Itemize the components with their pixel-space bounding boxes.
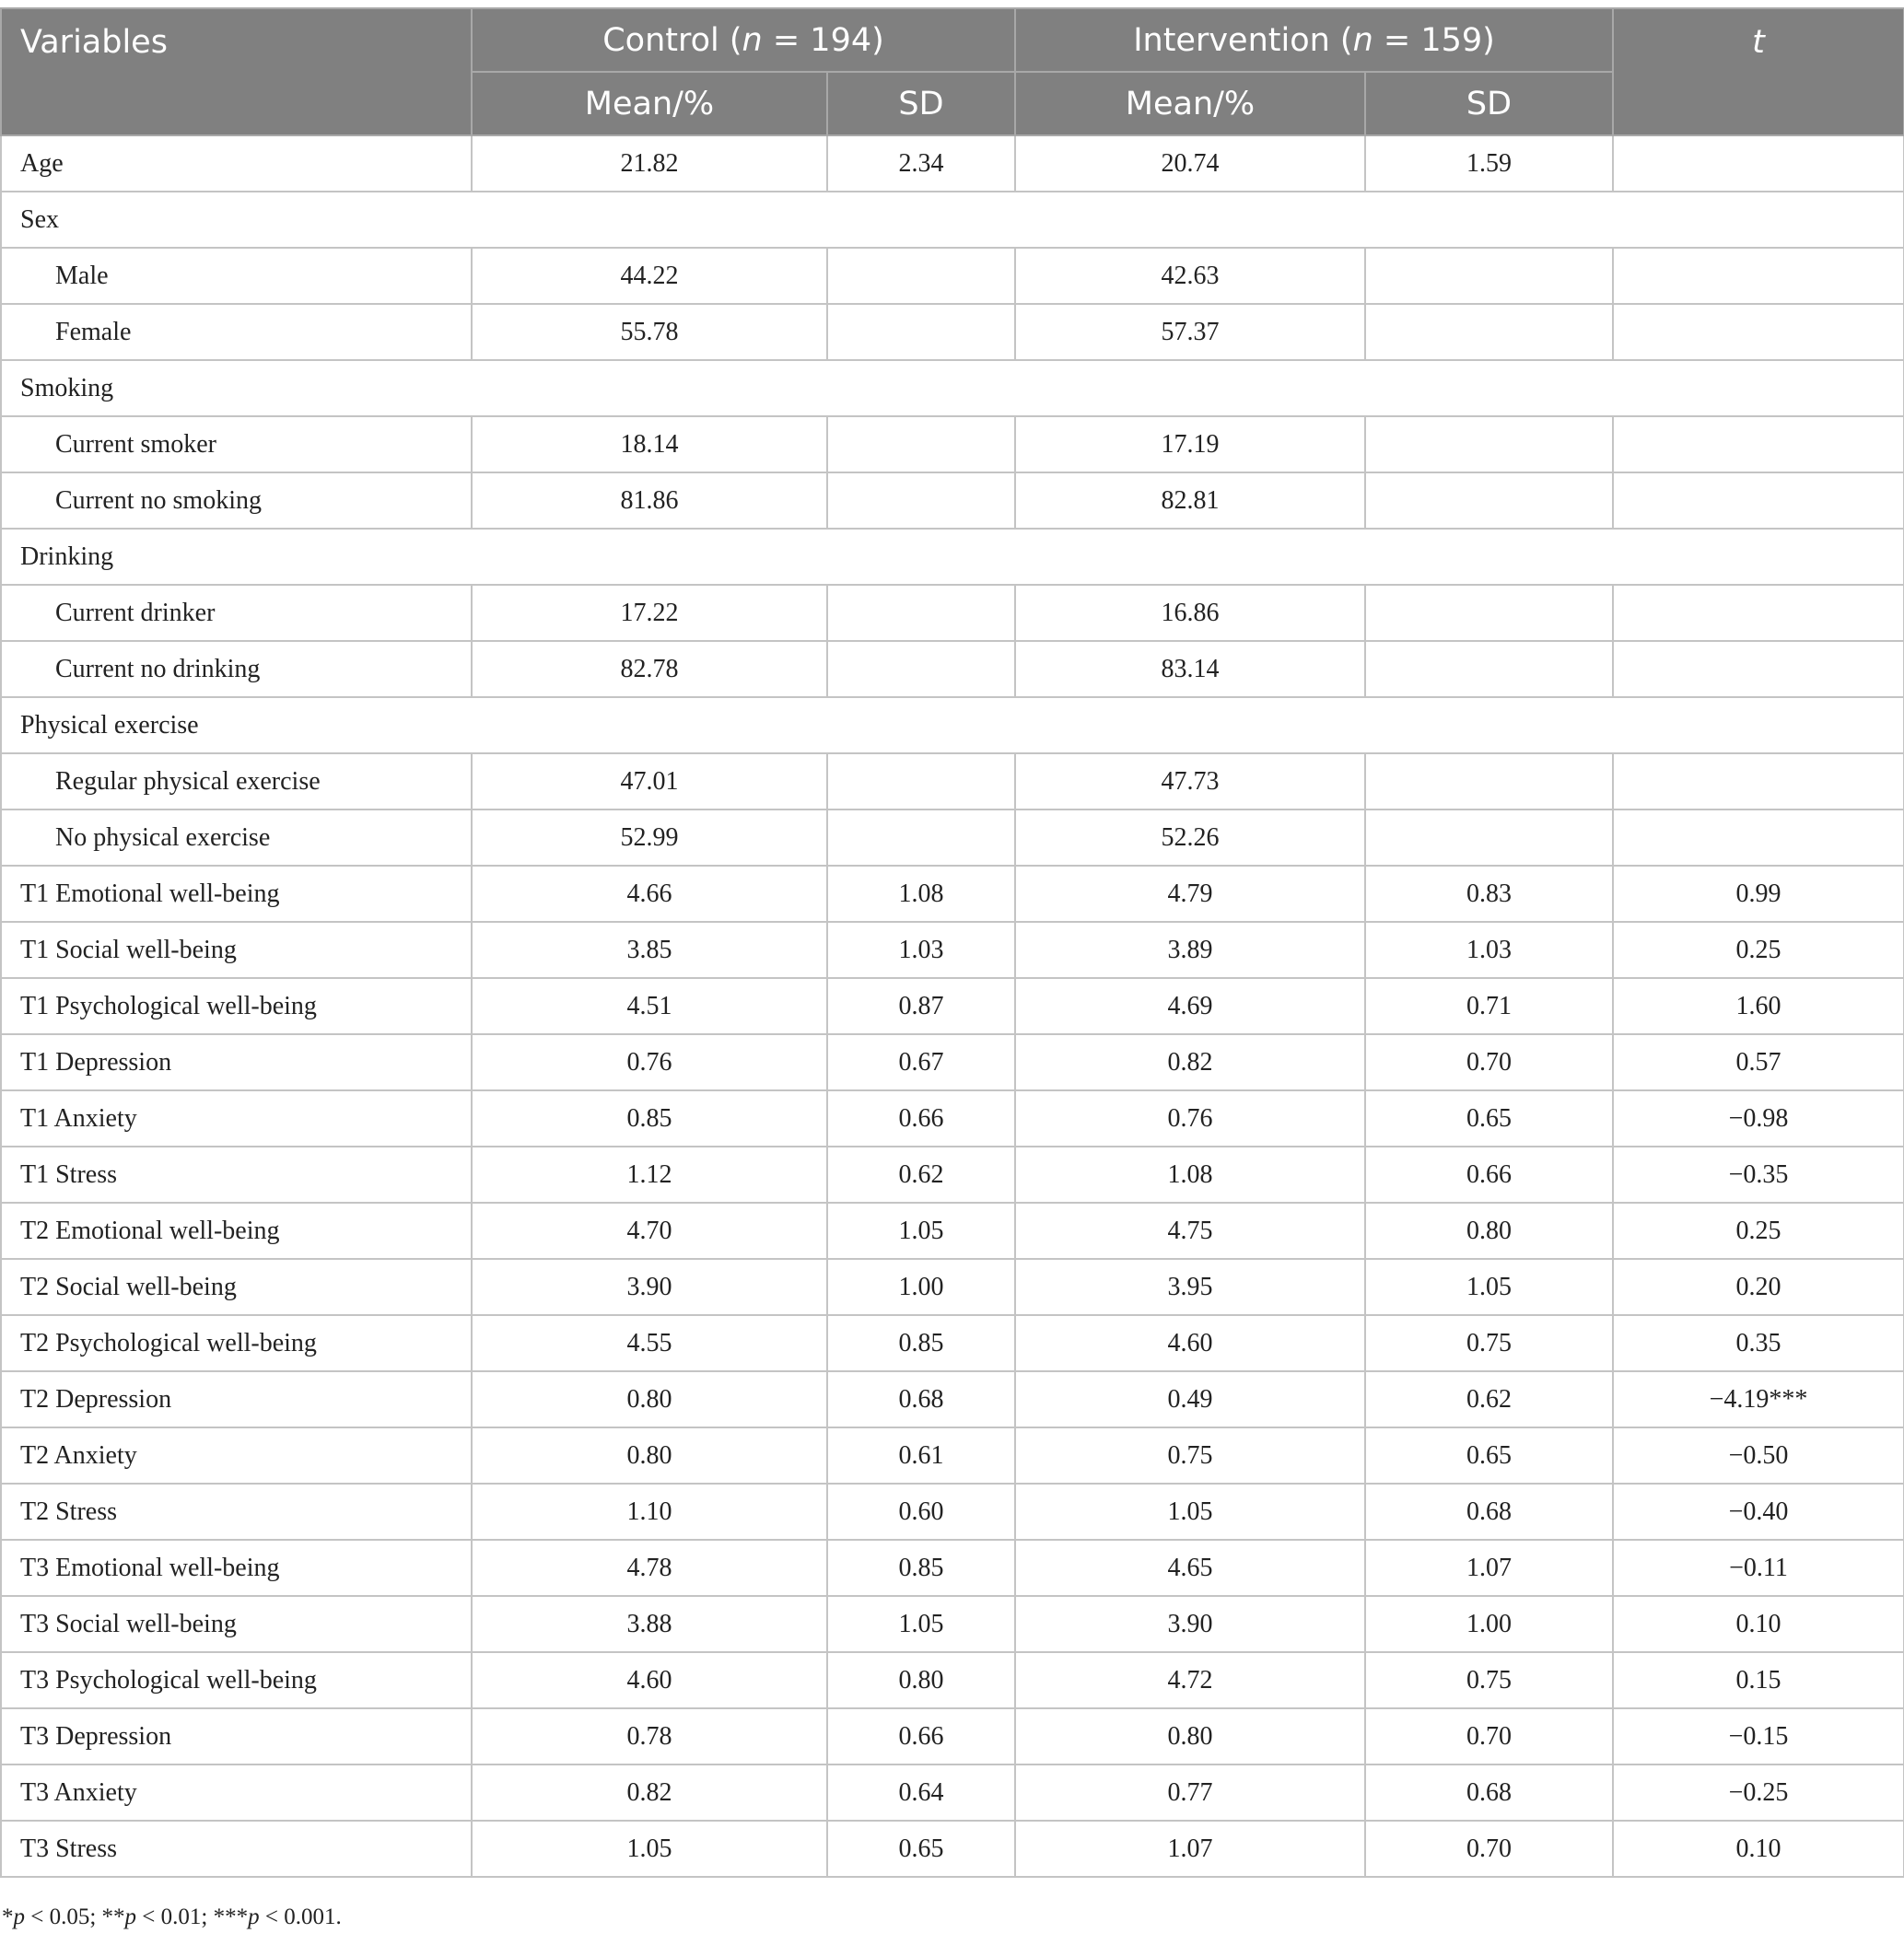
table-footnote	[2, 1904, 342, 1930]
control-mean: 0.76	[472, 1034, 827, 1090]
t-value: 0.15	[1613, 1652, 1904, 1708]
control-mean: 81.86	[472, 472, 827, 529]
intervention-mean: 3.95	[1015, 1259, 1365, 1315]
control-sd	[827, 809, 1015, 866]
header-intervention-sd: SD	[1365, 72, 1613, 135]
header-intervention	[1015, 8, 1613, 72]
intervention-sd: 0.75	[1365, 1652, 1613, 1708]
intervention-sd: 0.68	[1365, 1764, 1613, 1821]
t-value: 0.25	[1613, 1203, 1904, 1259]
header-control-mean: Mean/%	[472, 72, 827, 135]
t-value	[1613, 753, 1904, 809]
section-label: Drinking	[1, 529, 472, 585]
header-intervention-eq: = 159)	[1373, 21, 1495, 59]
control-mean: 52.99	[472, 809, 827, 866]
control-mean: 0.82	[472, 1764, 827, 1821]
header-intervention-mean: Mean/%	[1015, 72, 1365, 135]
control-sd: 0.60	[827, 1484, 1015, 1540]
row-label	[1, 641, 472, 697]
intervention-sd: 1.03	[1365, 922, 1613, 978]
control-sd: 1.08	[827, 866, 1015, 922]
control-sd	[827, 304, 1015, 360]
intervention-sd	[1365, 248, 1613, 304]
control-sd: 1.00	[827, 1259, 1015, 1315]
t-value: −0.40	[1613, 1484, 1904, 1540]
intervention-sd: 0.66	[1365, 1147, 1613, 1203]
row-label: T3 Depression	[1, 1708, 472, 1764]
table-row-t2-social	[1, 1259, 1904, 1315]
header-intervention-n: n	[1352, 21, 1373, 59]
footnote-p: p	[248, 1904, 260, 1929]
intervention-sd	[1365, 809, 1613, 866]
row-label: T3 Stress	[1, 1821, 472, 1877]
intervention-mean: 0.77	[1015, 1764, 1365, 1821]
intervention-mean: 52.26	[1015, 809, 1365, 866]
t-value: 1.60	[1613, 978, 1904, 1034]
intervention-sd: 1.07	[1365, 1540, 1613, 1596]
intervention-mean: 47.73	[1015, 753, 1365, 809]
control-mean: 0.80	[472, 1427, 827, 1484]
intervention-sd	[1365, 641, 1613, 697]
t-value: −0.50	[1613, 1427, 1904, 1484]
table-row-t2-depression	[1, 1371, 1904, 1427]
control-sd	[827, 248, 1015, 304]
table-row-t1-stress	[1, 1147, 1904, 1203]
row-label: T2 Emotional well-being	[1, 1203, 472, 1259]
row-label	[1, 809, 472, 866]
header-control-n: n	[742, 21, 763, 59]
control-mean: 17.22	[472, 585, 827, 641]
header-row-groups	[1, 8, 1904, 72]
row-label: T1 Social well-being	[1, 922, 472, 978]
control-mean: 1.12	[472, 1147, 827, 1203]
intervention-mean: 4.60	[1015, 1315, 1365, 1371]
section-fill	[472, 192, 1904, 248]
control-sd	[827, 416, 1015, 472]
demographics-table	[0, 7, 1904, 1878]
intervention-mean: 20.74	[1015, 135, 1365, 192]
control-mean: 3.88	[472, 1596, 827, 1652]
table-row-t3-stress	[1, 1821, 1904, 1877]
table-row-no-exercise	[1, 809, 1904, 866]
intervention-sd: 0.70	[1365, 1708, 1613, 1764]
t-value: −4.19***	[1613, 1371, 1904, 1427]
table-row-t1-anxiety	[1, 1090, 1904, 1147]
table-row-current-smoker	[1, 416, 1904, 472]
table-row-current-no-drinking	[1, 641, 1904, 697]
control-sd: 0.62	[827, 1147, 1015, 1203]
control-mean: 0.85	[472, 1090, 827, 1147]
footnote-text: < 0.05; **	[25, 1904, 125, 1929]
table-row-female	[1, 304, 1904, 360]
footnote-text: < 0.001.	[259, 1904, 342, 1929]
header-control-sd: SD	[827, 72, 1015, 135]
intervention-mean: 3.90	[1015, 1596, 1365, 1652]
control-mean: 1.05	[472, 1821, 827, 1877]
section-fill	[472, 360, 1904, 416]
row-label: T1 Depression	[1, 1034, 472, 1090]
control-sd	[827, 753, 1015, 809]
row-label: T3 Anxiety	[1, 1764, 472, 1821]
section-fill	[472, 529, 1904, 585]
intervention-mean: 0.82	[1015, 1034, 1365, 1090]
t-value: −0.25	[1613, 1764, 1904, 1821]
control-mean: 44.22	[472, 248, 827, 304]
footnote-star: *	[2, 1904, 14, 1929]
table-row-t2-emotional	[1, 1203, 1904, 1259]
header-control-label: Control (	[602, 21, 742, 59]
row-label: T1 Emotional well-being	[1, 866, 472, 922]
t-value	[1613, 472, 1904, 529]
section-fill	[472, 697, 1904, 753]
control-mean: 4.78	[472, 1540, 827, 1596]
t-value	[1613, 641, 1904, 697]
table-row-current-no-smoking	[1, 472, 1904, 529]
header-variables: Variables	[1, 8, 472, 135]
control-mean: 3.85	[472, 922, 827, 978]
control-sd: 1.03	[827, 922, 1015, 978]
control-sd: 1.05	[827, 1203, 1015, 1259]
table-row-t3-depression	[1, 1708, 1904, 1764]
intervention-mean: 3.89	[1015, 922, 1365, 978]
t-value	[1613, 135, 1904, 192]
row-label-text: Regular physical exercise	[55, 766, 321, 796]
section-label: Smoking	[1, 360, 472, 416]
intervention-sd: 0.83	[1365, 866, 1613, 922]
intervention-mean: 0.80	[1015, 1708, 1365, 1764]
t-value	[1613, 809, 1904, 866]
table-row-sex	[1, 192, 1904, 248]
row-label: T2 Stress	[1, 1484, 472, 1540]
row-label: T3 Psychological well-being	[1, 1652, 472, 1708]
table-row-regular-exercise	[1, 753, 1904, 809]
row-label	[1, 248, 472, 304]
t-value: −0.98	[1613, 1090, 1904, 1147]
table-row-t2-psych	[1, 1315, 1904, 1371]
table-row-t3-anxiety	[1, 1764, 1904, 1821]
t-value: −0.35	[1613, 1147, 1904, 1203]
section-label: Physical exercise	[1, 697, 472, 753]
control-sd: 0.65	[827, 1821, 1015, 1877]
row-label: T3 Social well-being	[1, 1596, 472, 1652]
row-label: T2 Anxiety	[1, 1427, 472, 1484]
intervention-sd: 0.68	[1365, 1484, 1613, 1540]
control-sd: 0.80	[827, 1652, 1015, 1708]
control-mean: 4.66	[472, 866, 827, 922]
control-mean: 18.14	[472, 416, 827, 472]
intervention-mean: 0.76	[1015, 1090, 1365, 1147]
intervention-sd	[1365, 753, 1613, 809]
section-label: Sex	[1, 192, 472, 248]
row-label-text: Current drinker	[55, 598, 216, 627]
row-label-text: Current no smoking	[55, 485, 262, 515]
row-label-text: No physical exercise	[55, 822, 271, 852]
control-mean: 0.80	[472, 1371, 827, 1427]
row-label: T1 Anxiety	[1, 1090, 472, 1147]
intervention-sd: 0.62	[1365, 1371, 1613, 1427]
control-mean: 4.55	[472, 1315, 827, 1371]
intervention-sd: 1.59	[1365, 135, 1613, 192]
header-control	[472, 8, 1015, 72]
t-value	[1613, 416, 1904, 472]
t-value: 0.25	[1613, 922, 1904, 978]
row-label-text: Female	[55, 317, 132, 346]
t-value: 0.35	[1613, 1315, 1904, 1371]
row-label: T1 Psychological well-being	[1, 978, 472, 1034]
row-label-text: Current no drinking	[55, 654, 261, 683]
table-row-t1-psych	[1, 978, 1904, 1034]
intervention-mean: 83.14	[1015, 641, 1365, 697]
control-sd	[827, 641, 1015, 697]
control-sd: 0.67	[827, 1034, 1015, 1090]
intervention-sd: 0.70	[1365, 1034, 1613, 1090]
intervention-sd	[1365, 472, 1613, 529]
intervention-sd: 1.00	[1365, 1596, 1613, 1652]
t-value	[1613, 585, 1904, 641]
table-header	[1, 8, 1904, 135]
control-mean: 4.70	[472, 1203, 827, 1259]
intervention-sd: 0.71	[1365, 978, 1613, 1034]
intervention-sd: 0.75	[1365, 1315, 1613, 1371]
row-label: Age	[1, 135, 472, 192]
t-value	[1613, 248, 1904, 304]
table-row-current-drinker	[1, 585, 1904, 641]
control-sd: 0.64	[827, 1764, 1015, 1821]
intervention-sd: 0.65	[1365, 1427, 1613, 1484]
intervention-sd: 0.80	[1365, 1203, 1613, 1259]
t-value: −0.11	[1613, 1540, 1904, 1596]
table-row-t2-stress	[1, 1484, 1904, 1540]
intervention-mean: 4.79	[1015, 866, 1365, 922]
intervention-mean: 1.08	[1015, 1147, 1365, 1203]
t-value: 0.20	[1613, 1259, 1904, 1315]
intervention-mean: 4.69	[1015, 978, 1365, 1034]
table-row-physical-exercise	[1, 697, 1904, 753]
row-label	[1, 472, 472, 529]
intervention-mean: 0.49	[1015, 1371, 1365, 1427]
intervention-sd	[1365, 585, 1613, 641]
t-value: 0.57	[1613, 1034, 1904, 1090]
t-value: 0.99	[1613, 866, 1904, 922]
table-container	[0, 7, 1904, 1878]
control-mean: 82.78	[472, 641, 827, 697]
control-sd: 0.85	[827, 1540, 1015, 1596]
table-row-t1-emotional	[1, 866, 1904, 922]
control-mean: 3.90	[472, 1259, 827, 1315]
row-label-text: Current smoker	[55, 429, 216, 459]
row-label	[1, 585, 472, 641]
table-row-smoking	[1, 360, 1904, 416]
control-sd	[827, 472, 1015, 529]
intervention-sd	[1365, 304, 1613, 360]
intervention-mean: 4.75	[1015, 1203, 1365, 1259]
intervention-sd: 0.65	[1365, 1090, 1613, 1147]
table-body	[1, 135, 1904, 1877]
header-t: t	[1613, 8, 1904, 135]
table-row-t1-depression	[1, 1034, 1904, 1090]
t-value: 0.10	[1613, 1596, 1904, 1652]
control-mean: 47.01	[472, 753, 827, 809]
control-sd: 0.87	[827, 978, 1015, 1034]
footnote-p: p	[124, 1904, 137, 1929]
control-mean: 4.51	[472, 978, 827, 1034]
header-intervention-label: Intervention (	[1133, 21, 1353, 59]
table-row-t3-social	[1, 1596, 1904, 1652]
table-row-drinking	[1, 529, 1904, 585]
intervention-mean: 57.37	[1015, 304, 1365, 360]
control-sd: 0.68	[827, 1371, 1015, 1427]
control-sd	[827, 585, 1015, 641]
control-sd: 0.85	[827, 1315, 1015, 1371]
control-mean: 0.78	[472, 1708, 827, 1764]
control-sd: 2.34	[827, 135, 1015, 192]
table-row-t2-anxiety	[1, 1427, 1904, 1484]
intervention-mean: 4.65	[1015, 1540, 1365, 1596]
intervention-sd: 0.70	[1365, 1821, 1613, 1877]
intervention-mean: 0.75	[1015, 1427, 1365, 1484]
control-sd: 0.66	[827, 1708, 1015, 1764]
table-row-t1-social	[1, 922, 1904, 978]
control-sd: 1.05	[827, 1596, 1015, 1652]
row-label	[1, 416, 472, 472]
row-label-text: Male	[55, 261, 109, 290]
t-value	[1613, 304, 1904, 360]
intervention-mean: 16.86	[1015, 585, 1365, 641]
intervention-mean: 4.72	[1015, 1652, 1365, 1708]
table-row-t3-emotional	[1, 1540, 1904, 1596]
intervention-mean: 1.05	[1015, 1484, 1365, 1540]
t-value: −0.15	[1613, 1708, 1904, 1764]
control-sd: 0.66	[827, 1090, 1015, 1147]
table-row-age	[1, 135, 1904, 192]
control-mean: 1.10	[472, 1484, 827, 1540]
row-label: T2 Depression	[1, 1371, 472, 1427]
footnote-text: < 0.01; ***	[136, 1904, 249, 1929]
intervention-mean: 17.19	[1015, 416, 1365, 472]
intervention-mean: 42.63	[1015, 248, 1365, 304]
intervention-sd	[1365, 416, 1613, 472]
control-sd: 0.61	[827, 1427, 1015, 1484]
table-row-male	[1, 248, 1904, 304]
intervention-mean: 82.81	[1015, 472, 1365, 529]
row-label: T2 Psychological well-being	[1, 1315, 472, 1371]
control-mean: 55.78	[472, 304, 827, 360]
intervention-mean: 1.07	[1015, 1821, 1365, 1877]
header-control-eq: = 194)	[762, 21, 884, 59]
row-label: T3 Emotional well-being	[1, 1540, 472, 1596]
row-label: T2 Social well-being	[1, 1259, 472, 1315]
row-label: T1 Stress	[1, 1147, 472, 1203]
row-label	[1, 753, 472, 809]
intervention-sd: 1.05	[1365, 1259, 1613, 1315]
footnote-p: p	[13, 1904, 25, 1929]
control-mean: 21.82	[472, 135, 827, 192]
table-row-t3-psych	[1, 1652, 1904, 1708]
row-label	[1, 304, 472, 360]
t-value: 0.10	[1613, 1821, 1904, 1877]
control-mean: 4.60	[472, 1652, 827, 1708]
